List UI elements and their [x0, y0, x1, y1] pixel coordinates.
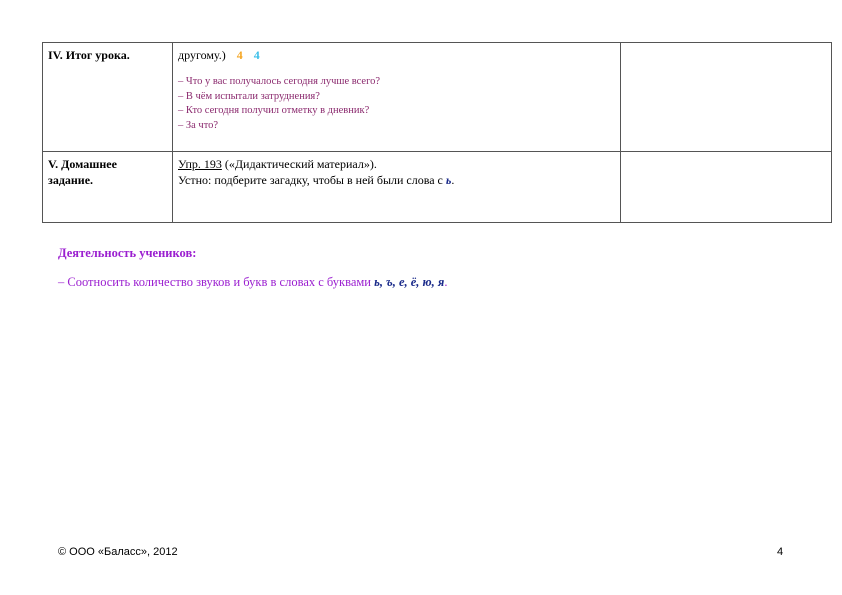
oral-end: . — [451, 173, 455, 187]
table-row — [43, 152, 832, 223]
student-activity — [58, 246, 447, 290]
oral-task-text: Устно: подберите загадку, чтобы в ней были слова с — [178, 173, 446, 187]
question-item: – Что у вас получалось сегодня лучше всего? — [178, 76, 381, 87]
activity-letters: ь, ъ, е, ё, ю, я — [374, 275, 445, 289]
activity-end: . — [444, 275, 448, 289]
stage-title-line: задание. — [48, 173, 94, 187]
oral-letter: ь — [445, 173, 452, 187]
footer-copyright: © ООО «Баласс», 2012 — [58, 546, 178, 558]
lesson-table — [42, 42, 832, 223]
notes-cell — [621, 43, 832, 152]
exercise-link[interactable]: Упр. 193 — [178, 157, 222, 171]
stage-title-line: V. Домашнее — [48, 157, 117, 171]
activity-heading: Деятельность учеников: — [58, 246, 197, 260]
question-item: – В чём испытали затруднения? — [178, 90, 320, 102]
content-cell — [173, 43, 621, 152]
text-start: другому.) — [178, 48, 226, 62]
stage-cell — [43, 43, 173, 152]
mark-blue: 4 — [253, 48, 260, 62]
question-item: – Кто сегодня получил отметку в дневник? — [178, 105, 370, 116]
table-row — [43, 43, 832, 152]
activity-line — [58, 275, 447, 290]
question-item: – За что? — [178, 119, 219, 131]
notes-cell — [621, 152, 832, 223]
exercise-text: («Дидактический материал»). — [221, 157, 377, 171]
stage-cell — [43, 152, 173, 223]
mark-orange: 4 — [236, 48, 243, 62]
content-cell — [173, 152, 621, 223]
page-number: 4 — [777, 546, 784, 558]
activity-text: – Соотносить количество звуков и букв в словах с буквами — [58, 275, 375, 289]
stage-title: IV. Итог урока. — [48, 48, 130, 62]
